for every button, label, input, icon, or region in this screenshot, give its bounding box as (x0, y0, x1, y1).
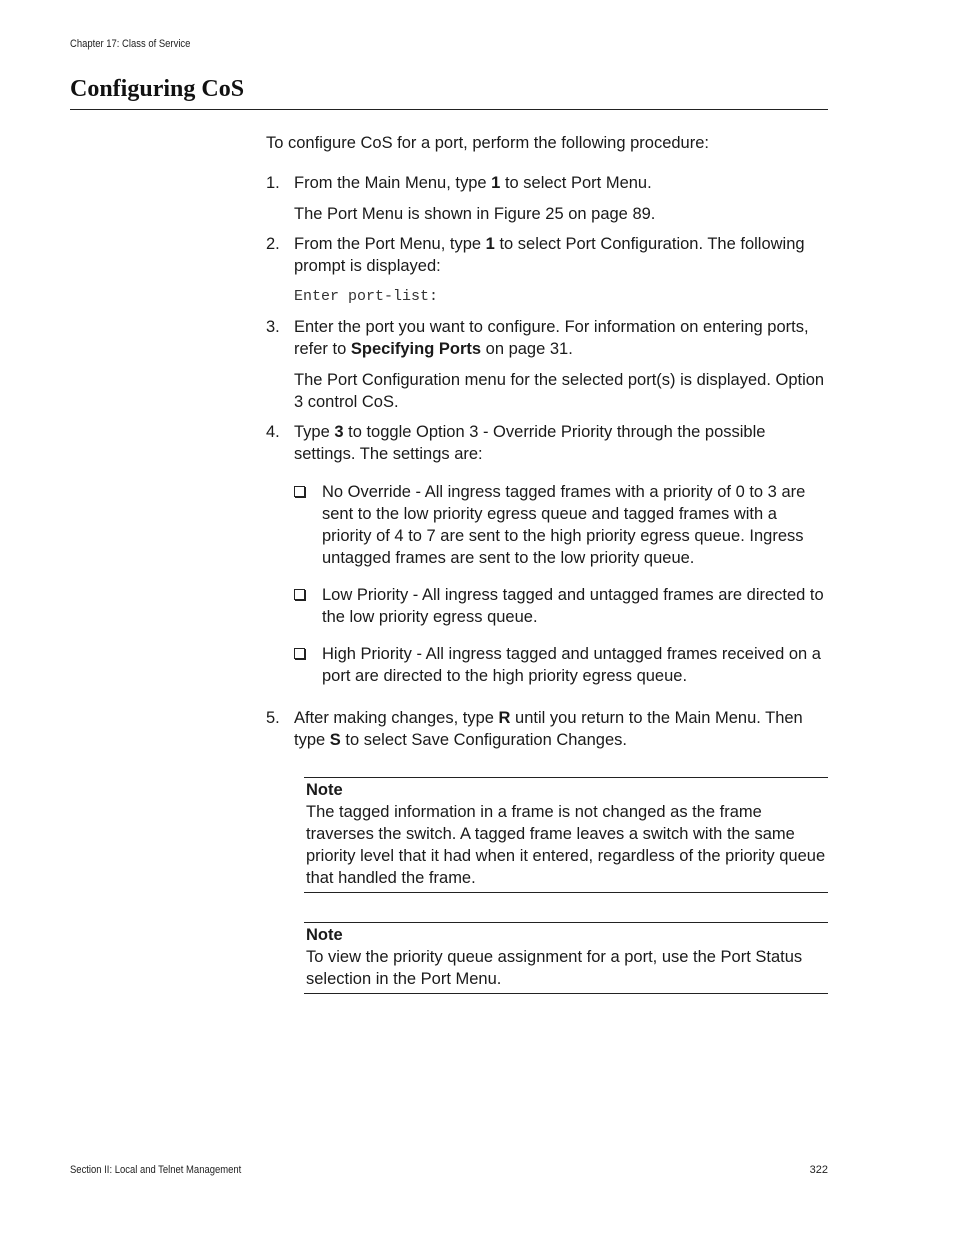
page-title: Configuring CoS (70, 76, 245, 102)
step-5 (266, 707, 828, 751)
title-rule (70, 109, 828, 110)
step-note: The Port Configuration menu for the selected port(s) is displayed. Option 3 control CoS. (294, 371, 825, 411)
prompt-code: Enter port-list: (294, 288, 439, 305)
cross-reference-link: Specifying Ports (350, 340, 482, 358)
body-content (266, 132, 828, 994)
step-text (294, 707, 828, 751)
checkbox-bullet-icon (294, 486, 305, 497)
note-text: The tagged information in a frame is not changed as the frame traverses the switch. A tagged frame leaves a switch with the same priority level that it had when it entered, regardless of the priority queue that handled the frame. (306, 803, 826, 887)
step-text (294, 172, 828, 194)
option-low-priority (294, 584, 828, 628)
step-text-part: until you return to the Main Menu. Then type (294, 709, 803, 749)
step-text-part: From the Main Menu, type (294, 174, 492, 192)
step-keyword: S (329, 731, 341, 749)
step-text-part: Enter the port you want to configure. For information on entering ports, refer to (294, 318, 809, 358)
option-text: No Override - All ingress tagged frames with a priority of 0 to 3 are sent to the low priority egress queue and tagged frames with a priority of 4 to 7 are sent to the high priority egress queue. Ingress untagged frames are sent to the low priority queue. (322, 483, 806, 567)
step-text (294, 316, 828, 360)
option-text: High Priority - All ingress tagged and untagged frames received on a port are directed to the high priority egress queue. (322, 645, 821, 685)
step-text (294, 421, 828, 465)
step-text-part: Type (294, 423, 335, 441)
step-keyword: 3 (334, 423, 344, 441)
step-text-part: After making changes, type (294, 709, 499, 727)
step-number: 1. (266, 174, 280, 192)
option-no-override (294, 481, 828, 569)
step-keyword: R (498, 709, 511, 727)
step-text (294, 233, 828, 277)
note-label: Note (306, 926, 343, 944)
step-text-part: to select Save Configuration Changes. (340, 731, 627, 749)
step-keyword: 1 (485, 235, 495, 253)
step-text-part: to toggle Option 3 - Override Priority through the possible settings. The settings are: (294, 423, 766, 463)
intro-paragraph: To configure CoS for a port, perform the following procedure: (266, 134, 709, 152)
step-1 (266, 172, 828, 225)
note-text: To view the priority queue assignment for a port, use the Port Status selection in the Port Menu. (306, 948, 803, 988)
step-number: 4. (266, 423, 280, 441)
step-note: The Port Menu is shown in Figure 25 on page 89. (294, 205, 656, 223)
step-text-part: on page 31. (481, 340, 573, 358)
step-text-part: to select Port Configuration. The following prompt is displayed: (294, 235, 805, 275)
step-text-part: From the Port Menu, type (294, 235, 486, 253)
step-4 (266, 421, 828, 687)
step-number: 2. (266, 235, 280, 253)
option-text: Low Priority - All ingress tagged and untagged frames are directed to the low priority egress queue. (322, 586, 824, 626)
checkbox-bullet-icon (294, 648, 305, 659)
page-number: 322 (809, 1164, 828, 1176)
step-number: 3. (266, 318, 280, 336)
running-header: Chapter 17: Class of Service (70, 38, 191, 50)
procedure-steps (266, 172, 828, 751)
step-2 (266, 233, 828, 308)
step-number: 5. (266, 709, 280, 727)
option-high-priority (294, 643, 828, 687)
step-3 (266, 316, 828, 413)
checkbox-bullet-icon (294, 589, 305, 600)
step-text-part: to select Port Menu. (500, 174, 652, 192)
note-box (304, 777, 828, 893)
step-keyword: 1 (491, 174, 501, 192)
footer-section: Section II: Local and Telnet Management (70, 1164, 242, 1176)
override-options-list (294, 481, 828, 687)
note-box (304, 922, 828, 994)
note-label: Note (306, 781, 343, 799)
